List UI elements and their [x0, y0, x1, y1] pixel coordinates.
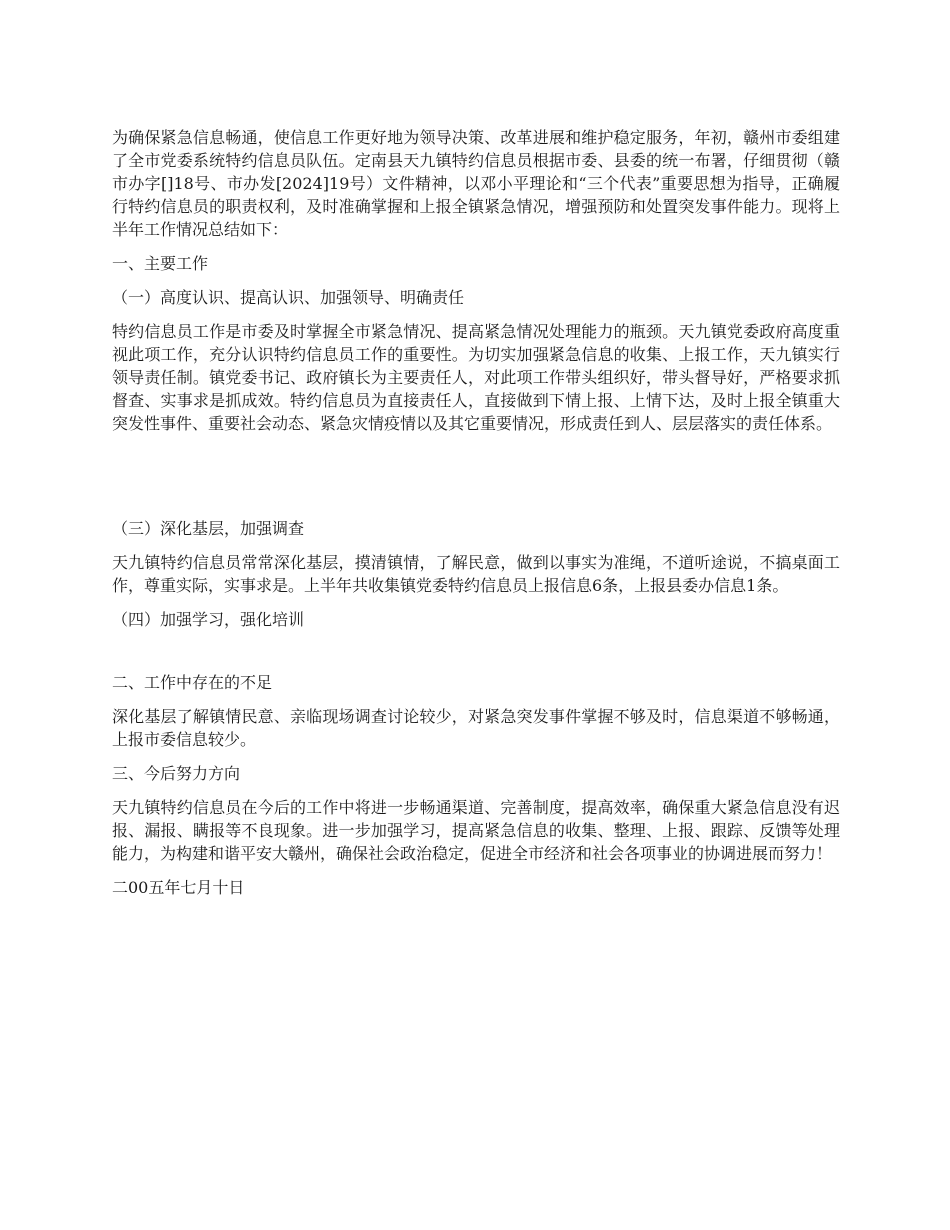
blank-space — [112, 642, 840, 671]
subsection-body-3: 天九镇特约信息员常常深化基层，摸清镇情，了解民意，做到以事实为准绳，不道听途说，不搞桌面工作，尊重实际，实事求是。上半年共收集镇党委特约信息员上报信息6条，上报县委办信息1条。 — [112, 553, 840, 595]
document-date: 二00五年七月十日 — [112, 878, 245, 897]
section-body-shortcomings: 深化基层了解镇情民意、亲临现场调查讨论较少，对紧急突发事件掌握不够及时，信息渠道不够畅通，上报市委信息较少。 — [112, 707, 840, 749]
blank-space — [112, 446, 840, 517]
subsection-heading-3: （三）深化基层，加强调查 — [112, 519, 305, 538]
section-heading-main-work: 一、主要工作 — [112, 254, 209, 273]
subsection-heading-4: （四）加强学习，强化培训 — [112, 610, 305, 629]
intro-paragraph: 为确保紧急信息畅通，使信息工作更好地为领导决策、改革进展和维护稳定服务，年初，赣州市委组建了全市党委系统特约信息员队伍。定南县天九镇特约信息员根据市委、县委的统一布署，仔细贯彻（赣市办字[]18号、市办发[2024]19号）文件精神，以邓小平理论和“三个代表”重要思想为指导，正确履行特约信息员的职责权利，及时准确掌握和上报全镇紧急情况，增强预防和处置突发事件能力。现将上半年工作情况总结如下： — [112, 128, 840, 239]
document-page — [112, 126, 840, 910]
subsection-heading-1: （一）高度认识、提高认识、加强领导、明确责任 — [112, 288, 465, 307]
subsection-body-1: 特约信息员工作是市委及时掌握全市紧急情况、提高紧急情况处理能力的瓶颈。天九镇党委政府高度重视此项工作，充分认识特约信息员工作的重要性。为切实加强紧急信息的收集、上报工作，天九镇实行领导责任制。镇党委书记、政府镇长为主要责任人，对此项工作带头组织好，带头督导好，严格要求抓督查、实事求是抓成效。特约信息员为直接责任人，直接做到下情上报、上情下达，及时上报全镇重大突发性事件、重要社会动态、紧急灾情疫情以及其它重要情况，形成责任到人、层层落实的责任体系。 — [112, 322, 840, 433]
section-heading-shortcomings: 二、工作中存在的不足 — [112, 673, 273, 692]
section-body-future: 天九镇特约信息员在今后的工作中将进一步畅通渠道、完善制度，提高效率，确保重大紧急信息没有迟报、漏报、瞒报等不良现象。进一步加强学习，提高紧急信息的收集、整理、上报、跟踪、反馈等处理能力，为构建和谐平安大赣州，确保社会政治稳定，促进全市经济和社会各项事业的协调进展而努力！ — [112, 798, 840, 863]
section-heading-future: 三、今后努力方向 — [112, 764, 241, 783]
